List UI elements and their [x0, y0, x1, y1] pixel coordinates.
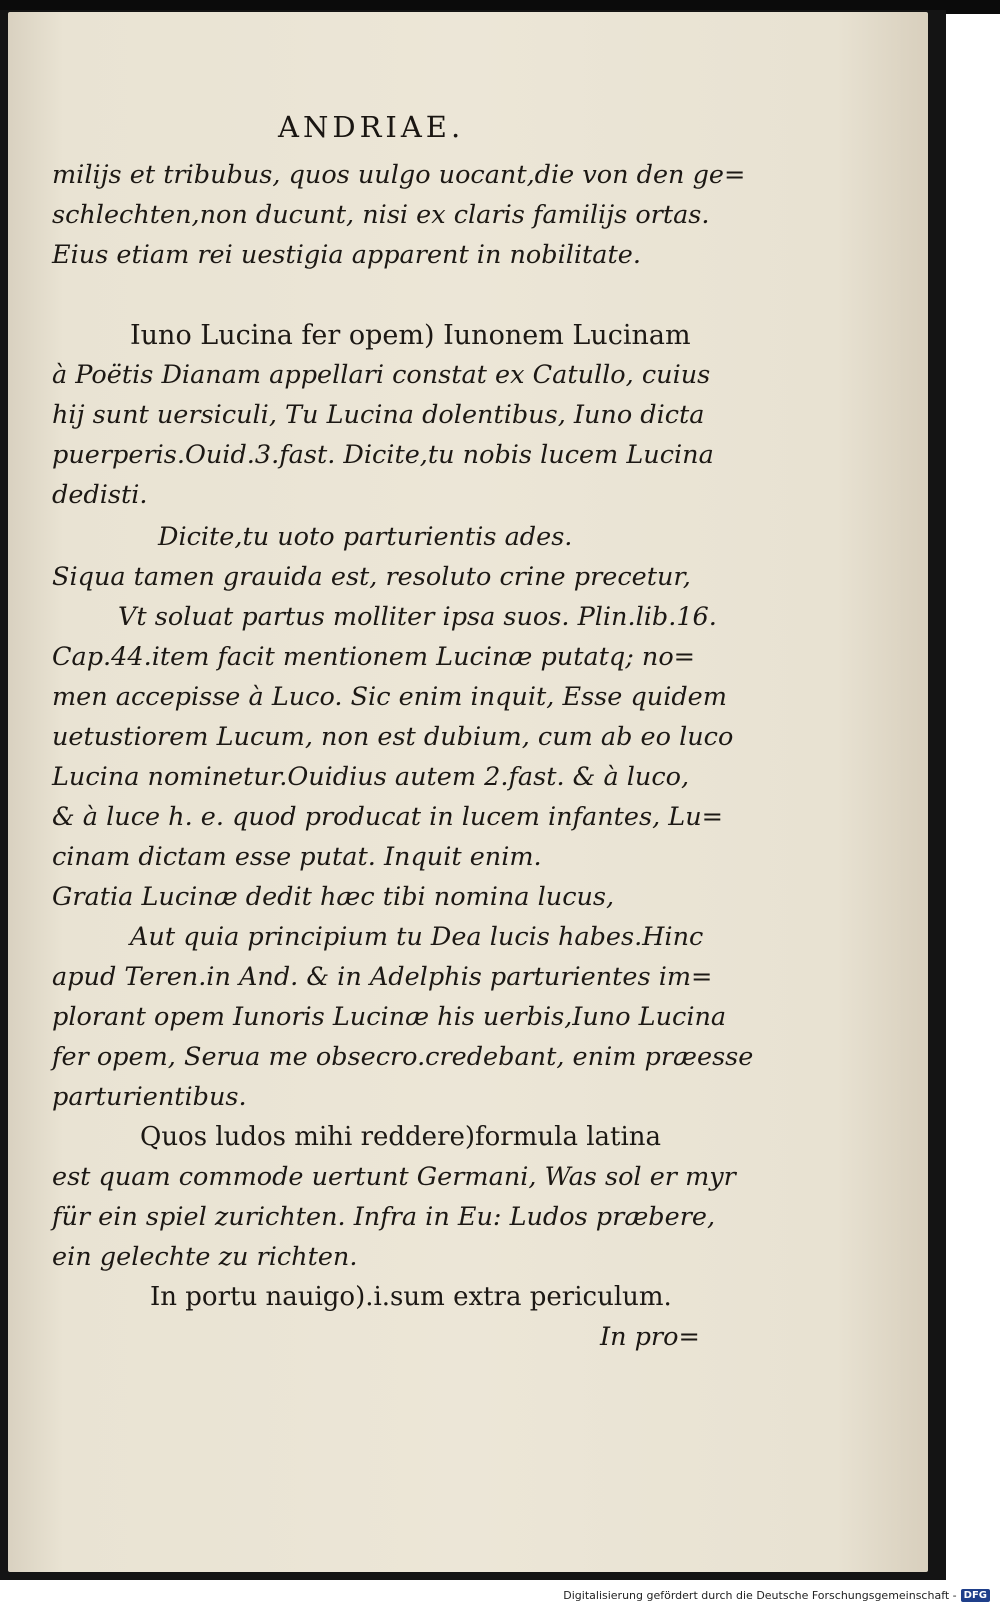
catchword: In pro=	[600, 1322, 700, 1352]
text-line: cinam dictam esse putat. Inquit enim.	[52, 842, 542, 872]
text-line: à Poëtis Dianam appellari constat ex Catullo, cuius	[52, 360, 711, 390]
text-line: Eius etiam rei uestigia apparent in nobilitate.	[52, 240, 641, 270]
text-line: fer opem, Serua me obsecro.credebant, enim præesse	[52, 1042, 754, 1072]
text-line: uetustiorem Lucum, non est dubium, cum ab eo luco	[52, 722, 734, 752]
verse-line: Siqua tamen grauida est, resoluto crine precetur,	[52, 562, 691, 592]
running-title: ANDRIAE.	[278, 110, 465, 144]
text-line: plorant opem Iunoris Lucinæ his uerbis,Iuno Lucina	[52, 1002, 727, 1032]
text-line: schlechten,non ducunt, nisi ex claris familijs ortas.	[52, 200, 710, 230]
text-line: ein gelechte zu richten.	[52, 1242, 358, 1272]
text-line: milijs et tribubus, quos uulgo uocant,die von den ge=	[52, 160, 746, 190]
verse-line: Aut quia principium tu Dea lucis habes.Hinc	[130, 922, 704, 952]
text-line: apud Teren.in And. & in Adelphis parturientes im=	[52, 962, 713, 992]
text-line: dedisti.	[52, 480, 148, 510]
text-line-lemma: Quos ludos mihi reddere)formula latina	[140, 1122, 662, 1152]
text-line-lemma: Iuno Lucina fer opem) Iunonem Lucinam	[130, 320, 691, 351]
funding-note: Digitalisierung gefördert durch die Deutsche Forschungsgemeinschaft -	[563, 1589, 957, 1602]
verse-line: Vt soluat partus molliter ipsa suos. Plin.lib.16.	[118, 602, 717, 632]
text-line: hij sunt uersiculi, Tu Lucina dolentibus, Iuno dicta	[52, 400, 705, 430]
text-line: puerperis.Ouid.3.fast. Dicite,tu nobis lucem Lucina	[52, 440, 714, 470]
text-line: & à luce h. e. quod producat in lucem infantes, Lu=	[52, 802, 724, 832]
text-line: men accepisse à Luco. Sic enim inquit, Esse quidem	[52, 682, 727, 712]
text-line: est quam commode uertunt Germani, Was sol er myr	[52, 1162, 736, 1192]
footer	[563, 1589, 990, 1602]
dfg-logo: DFG	[961, 1589, 990, 1602]
verse-line: Gratia Lucinæ dedit hæc tibi nomina lucus,	[52, 882, 615, 912]
text-line: parturientibus.	[52, 1082, 247, 1112]
text-line: für ein spiel zurichten. Infra in Eu: Ludos præbere,	[52, 1202, 716, 1232]
verse-line: Dicite,tu uoto parturientis ades.	[158, 522, 573, 552]
text-line-lemma: In portu nauigo).i.sum extra periculum.	[150, 1282, 672, 1312]
text-line: Lucina nominetur.Ouidius autem 2.fast. & à luco,	[52, 762, 690, 792]
text-line: Cap.44.item facit mentionem Lucinæ putatq; no=	[52, 642, 696, 672]
